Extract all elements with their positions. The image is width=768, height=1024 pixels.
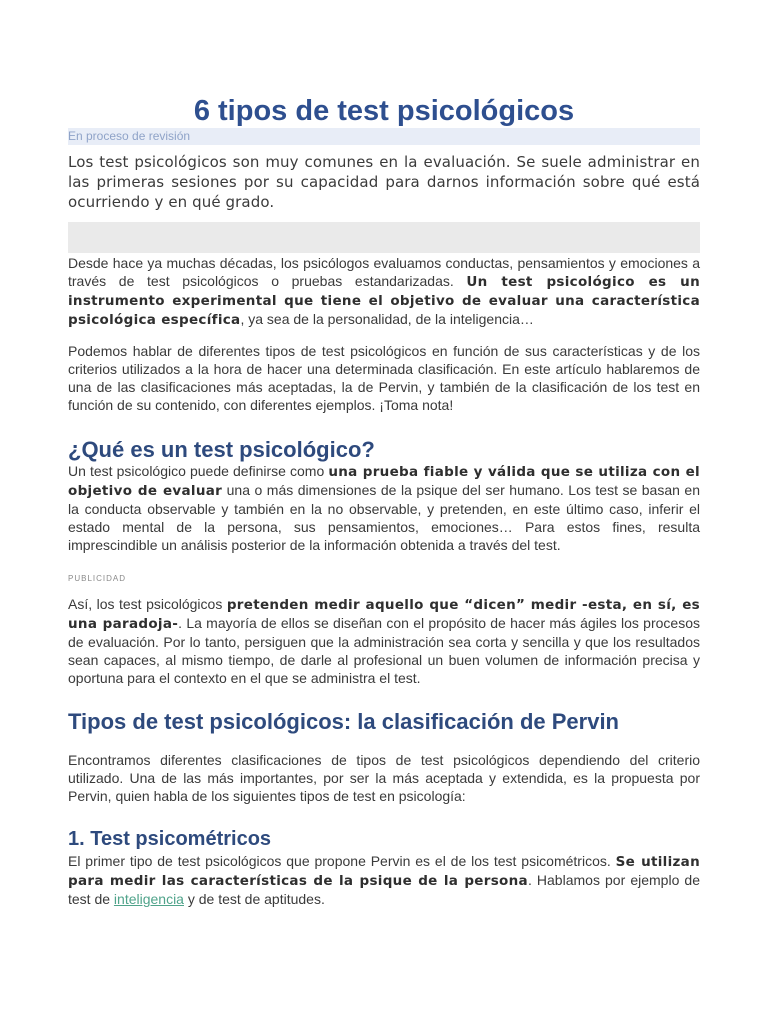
paradox-bold: pretenden medir aquello que “dicen” medir -esta, en sí, es una paradoja- bbox=[68, 597, 700, 632]
definition-bold: una prueba fiable y válida que se utiliza con el objetivo de evaluar bbox=[68, 464, 700, 499]
paradox-text: Así, los test psicológicos bbox=[68, 596, 227, 612]
lead-paragraph: Los test psicológicos son muy comunes en la evaluación. Se suele administrar en las primeras sesiones por su capacidad para darnos información sobre qué está ocurriendo y en qué grado. bbox=[68, 153, 700, 211]
definition-text-end: una o más dimensiones de la psique del ser humano. Los test se basan en la conducta observable y también en la no observable, y pretenden, en este último caso, inferir el estado mental de la persona, sus pensamientos, emociones… Para estos fines, resulta imprescindible un análisis posterior de la información obtenida a través del test. bbox=[68, 482, 701, 553]
psychometric-text: El primer tipo de test psicológicos que propone Pervin es el de los test psicométricos. bbox=[68, 853, 616, 869]
definition-text: Un test psicológico puede definirse como bbox=[68, 463, 329, 479]
intelligence-link[interactable]: inteligencia bbox=[113, 891, 184, 907]
pervin-intro-paragraph: Encontramos diferentes clasificaciones de tipos de test psicológicos dependiendo del criterio utilizado. Una de las más importantes, por ser la más aceptada y extendida, es la propuesta por Pervin, quien habla de los siguientes tipos de test en psicología: bbox=[68, 752, 700, 804]
paradox-text-end: . La mayoría de ellos se diseñan con el propósito de hacer más ágiles los procesos de evaluación. Por lo tanto, persiguen que la administración sea corta y sencilla y que los resultados sean capaces, al mismo tiempo, de darle al profesional un buen volumen de información precisa y oportuna para el contexto en el que se administra el test. bbox=[68, 615, 700, 686]
definition-paragraph bbox=[68, 462, 700, 554]
page-title: 6 tipos de test psicológicos bbox=[193, 95, 575, 127]
psychometric-paragraph bbox=[68, 852, 700, 908]
classification-intro-paragraph: Podemos hablar de diferentes tipos de test psicológicos en función de sus características y de los criterios utilizados a la hora de hacer una determinada clasificación. En este artículo hablaremos de una de las clasificaciones más aceptadas, la de Pervin, y también de la clasificación de los test en función de su contenido, con diferentes ejemplos. ¡Toma nota! bbox=[68, 343, 700, 413]
section-heading-pervin: Tipos de test psicológicos: la clasificación de Pervin bbox=[68, 709, 619, 734]
intro-bold: Un test psicológico es un instrumento experimental que tiene el objetivo de evaluar una característica psicológica específica bbox=[68, 274, 700, 328]
intro-paragraph bbox=[68, 254, 700, 329]
psychometric-text-mid: . Hablamos por ejemplo de test de bbox=[68, 872, 700, 907]
ad-placeholder-bar bbox=[68, 222, 700, 253]
intro-text-end: , ya sea de la personalidad, de la inteligencia… bbox=[240, 311, 534, 327]
psychometric-bold: Se utilizan para medir las características de la psique de la persona bbox=[68, 854, 701, 889]
psychometric-text-end: y de test de aptitudes. bbox=[183, 891, 325, 907]
intro-text: Desde hace ya muchas décadas, los psicólogos evaluamos conductas, pensamientos y emociones a través de test psicológicos o pruebas estandarizadas. bbox=[68, 255, 700, 289]
section-heading-what-is: ¿Qué es un test psicológico? bbox=[68, 437, 375, 462]
review-status-banner: En proceso de revisión bbox=[68, 128, 700, 145]
advertising-label: PUBLICIDAD bbox=[68, 574, 127, 583]
paradox-paragraph bbox=[68, 595, 700, 687]
section-heading-psychometric: 1. Test psicométricos bbox=[68, 828, 272, 850]
